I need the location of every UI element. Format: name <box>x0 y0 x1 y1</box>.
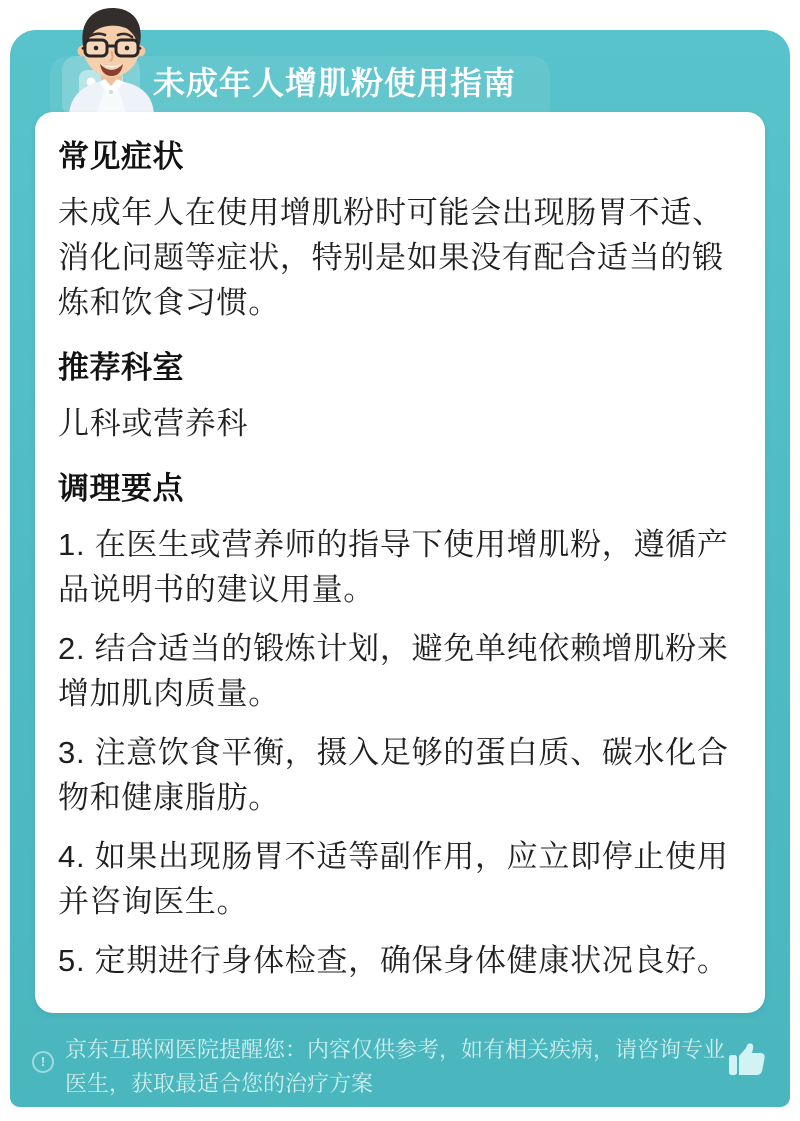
care-point-item: 4. 如果出现肠胃不适等副作用，应立即停止使用并咨询医生。 <box>58 839 729 919</box>
section-heading-care-points: 调理要点 <box>58 471 184 506</box>
care-point-item: 2. 结合适当的锻炼计划，避免单纯依赖增肌粉来增加肌肉质量。 <box>58 631 729 711</box>
page-title: 未成年人增肌粉使用指南 <box>153 65 517 101</box>
care-point-item: 5. 定期进行身体检查，确保身体健康状况良好。 <box>58 943 729 978</box>
disclaimer-text: 京东互联网医院提醒您：内容仅供参考，如有相关疾病，请咨询专业医生，获取最适合您的治疗方案 <box>65 1037 726 1096</box>
thumbs-up-icon[interactable] <box>726 1043 768 1077</box>
symptoms-paragraph: 未成年人在使用增肌粉时可能会出现肠胃不适、消化问题等症状，特别是如果没有配合适当的锻炼和饮食习惯。 <box>58 195 724 320</box>
department-paragraph: 儿科或营养科 <box>58 406 249 441</box>
info-icon: ! <box>32 1051 54 1073</box>
care-point-item: 1. 在医生或营养师的指导下使用增肌粉，遵循产品说明书的建议用量。 <box>58 527 729 607</box>
content-card <box>35 112 765 1013</box>
section-heading-symptoms: 常见症状 <box>58 139 184 174</box>
consultation-panel <box>10 30 790 1107</box>
care-point-item: 3. 注意饮食平衡，摄入足够的蛋白质、碳水化合物和健康脂肪。 <box>58 735 729 815</box>
doctor-avatar <box>55 4 168 118</box>
doctor-avatar-illustration <box>55 4 168 118</box>
section-heading-department: 推荐科室 <box>58 350 184 385</box>
